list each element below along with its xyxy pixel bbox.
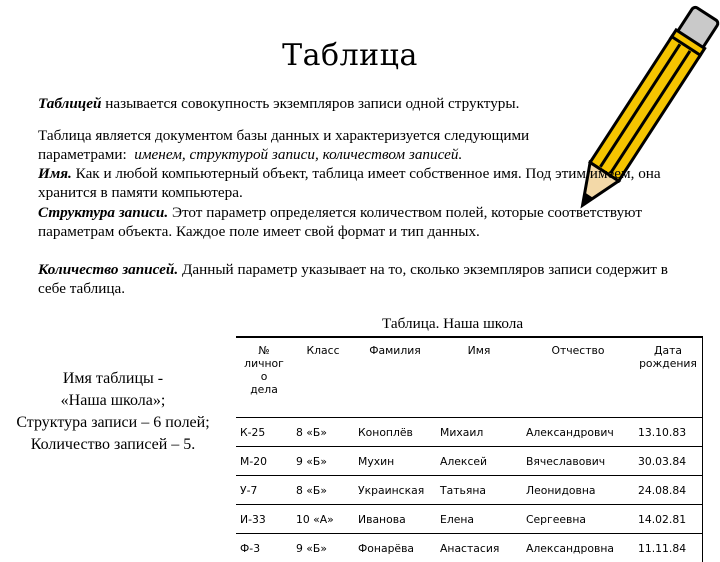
- side-note-line-3: Структура записи – 6 полей;: [0, 412, 226, 434]
- name-paragraph: [38, 164, 678, 202]
- table-cell: Сергеевна: [522, 505, 634, 534]
- table-cell: Михаил: [436, 418, 522, 447]
- count-paragraph: [38, 260, 678, 298]
- table-cell: 11.11.84: [634, 534, 703, 562]
- table-cell: 14.02.81: [634, 505, 703, 534]
- table-cell: М-20: [236, 447, 292, 476]
- table-row: [236, 534, 703, 562]
- table-cell: 8 «Б»: [292, 476, 354, 505]
- table-cell: Украинская: [354, 476, 436, 505]
- table-cell: И-33: [236, 505, 292, 534]
- structure-text: Этот параметр определяется количеством полей, которые соответствуют параметрам объекта. Каждое поле имеет свой формат и тип данных.: [38, 204, 642, 240]
- document-line-2-italic: именем, структурой записи, количеством записей.: [134, 146, 462, 163]
- definition-term: Таблицей: [38, 95, 101, 112]
- table-cell: Коноплёв: [354, 418, 436, 447]
- structure-term: Структура записи.: [38, 204, 168, 221]
- table-header-cell: Имя: [436, 337, 522, 418]
- table-cell: Александрович: [522, 418, 634, 447]
- school-table: [236, 336, 703, 562]
- table-cell: Иванова: [354, 505, 436, 534]
- table-header-cell: Отчество: [522, 337, 634, 418]
- table-header-row: [236, 337, 703, 418]
- name-term: Имя.: [38, 165, 72, 182]
- definition-paragraph: [38, 94, 678, 113]
- table-caption: Таблица. Наша школа: [382, 315, 523, 333]
- table-row: [236, 418, 703, 447]
- page-title: Таблица: [0, 38, 700, 73]
- table-cell: Ф-3: [236, 534, 292, 562]
- table-row: [236, 447, 703, 476]
- table-cell: 9 «Б»: [292, 447, 354, 476]
- table-cell: 13.10.83: [634, 418, 703, 447]
- side-note-line-1: Имя таблицы -: [0, 368, 226, 390]
- table-cell: Вячеславович: [522, 447, 634, 476]
- side-note-line-4: Количество записей – 5.: [0, 434, 226, 456]
- table-cell: Александровна: [522, 534, 634, 562]
- side-note-line-2: «Наша школа»;: [0, 390, 226, 412]
- document-paragraph: [38, 126, 678, 164]
- table-cell: 30.03.84: [634, 447, 703, 476]
- table-cell: 24.08.84: [634, 476, 703, 505]
- table-cell: 8 «Б»: [292, 418, 354, 447]
- table-row: [236, 476, 703, 505]
- table-cell: Леонидовна: [522, 476, 634, 505]
- table-header-cell: Класс: [292, 337, 354, 418]
- definition-text: называется совокупность экземпляров записи одной структуры.: [101, 95, 519, 112]
- count-text: Данный параметр указывает на то, сколько экземпляров записи содержит в себе таблица.: [38, 261, 668, 297]
- table-cell: Анастасия: [436, 534, 522, 562]
- count-term: Количество записей.: [38, 261, 178, 278]
- table-cell: 10 «А»: [292, 505, 354, 534]
- table-cell: Елена: [436, 505, 522, 534]
- table-cell: Мухин: [354, 447, 436, 476]
- table-header-cell: Дата рождения: [634, 337, 703, 418]
- name-text: Как и любой компьютерный объект, таблица имеет собственное имя. Под этим имеем, она хранится в памяти компьютера.: [38, 165, 661, 201]
- table-cell: У-7: [236, 476, 292, 505]
- structure-paragraph: [38, 203, 678, 241]
- table-cell: 9 «Б»: [292, 534, 354, 562]
- table-cell: К-25: [236, 418, 292, 447]
- table-row: [236, 505, 703, 534]
- document-line-1: Таблица является документом базы данных и характеризуется следующими: [38, 126, 678, 145]
- table-cell: Татьяна: [436, 476, 522, 505]
- document-line-2-plain: параметрами:: [38, 146, 134, 163]
- table-header-cell: Фамилия: [354, 337, 436, 418]
- table-cell: Алексей: [436, 447, 522, 476]
- side-note: [0, 368, 226, 456]
- table-cell: Фонарёва: [354, 534, 436, 562]
- table-header-cell: № личног о дела: [236, 337, 292, 418]
